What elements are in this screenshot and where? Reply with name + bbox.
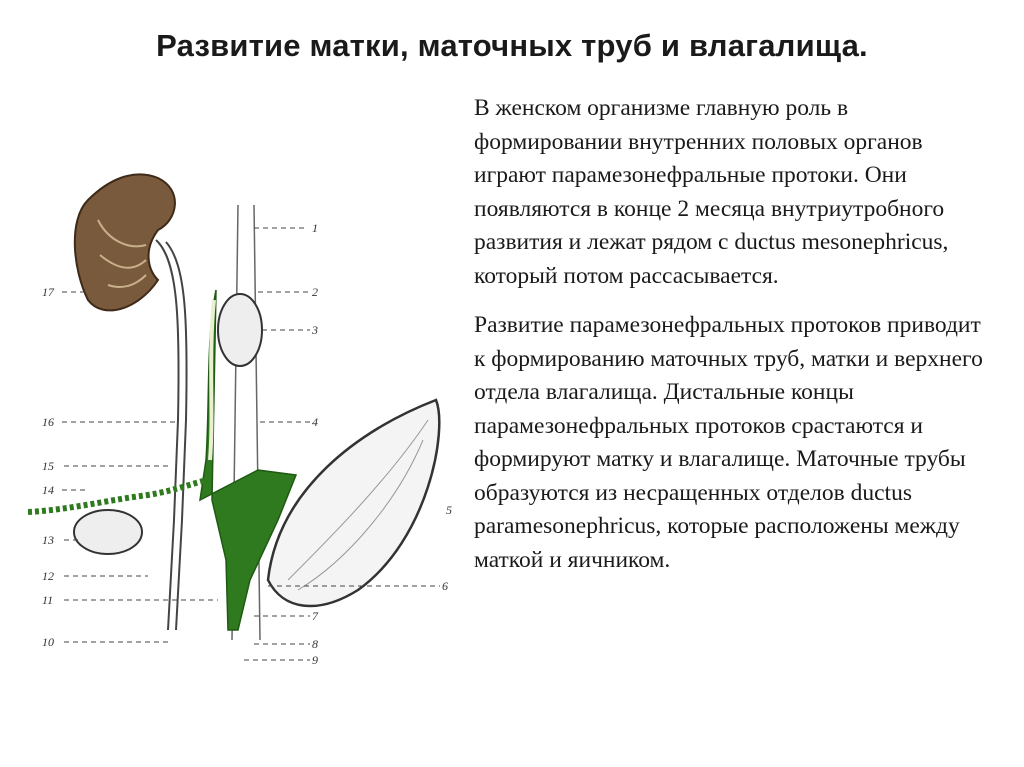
label-4: 4 — [312, 415, 318, 429]
label-5: 5 — [446, 503, 452, 517]
label-16: 16 — [42, 415, 54, 429]
label-2: 2 — [312, 285, 318, 299]
anatomy-illustration — [28, 160, 478, 700]
ovary-shape — [218, 294, 262, 366]
paragraph-2: Развитие парамезонефральных протоков приводит к формированию маточных труб, матки и верхнего отдела влагалища. Дистальные концы парамезонефральных протоков срастаются и формируют матку и влагалище. Маточные трубы образуются из несращенных отделов ductus paramesonephricus, которые расположены между маткой и яичником. — [474, 312, 983, 573]
label-10: 10 — [42, 635, 54, 649]
label-13: 13 — [42, 533, 54, 547]
paragraph-1: В женском организме главную роль в формировании внутренних половых органов играют парамезонефральные протоки. Они появляются в конце 2 месяца внутриутробного развития и лежат рядом с ductus mesonephricus, который потом рассасывается. — [474, 95, 949, 289]
left-gonad-shape — [74, 510, 142, 554]
label-14: 14 — [42, 483, 54, 497]
label-7: 7 — [312, 609, 318, 623]
label-1: 1 — [312, 221, 318, 235]
label-8: 8 — [312, 637, 318, 651]
description-text — [474, 92, 994, 593]
slide-title: Развитие матки, маточных труб и влагалища. — [156, 28, 868, 63]
label-11: 11 — [42, 593, 54, 607]
kidney-shape — [75, 174, 175, 310]
label-9: 9 — [312, 653, 318, 667]
label-17: 17 — [42, 285, 54, 299]
label-12: 12 — [42, 569, 54, 583]
label-15: 15 — [42, 459, 54, 473]
bladder-shape — [268, 400, 439, 606]
anatomy-drawing — [28, 160, 478, 700]
label-6: 6 — [442, 579, 448, 593]
label-3: 3 — [312, 323, 318, 337]
